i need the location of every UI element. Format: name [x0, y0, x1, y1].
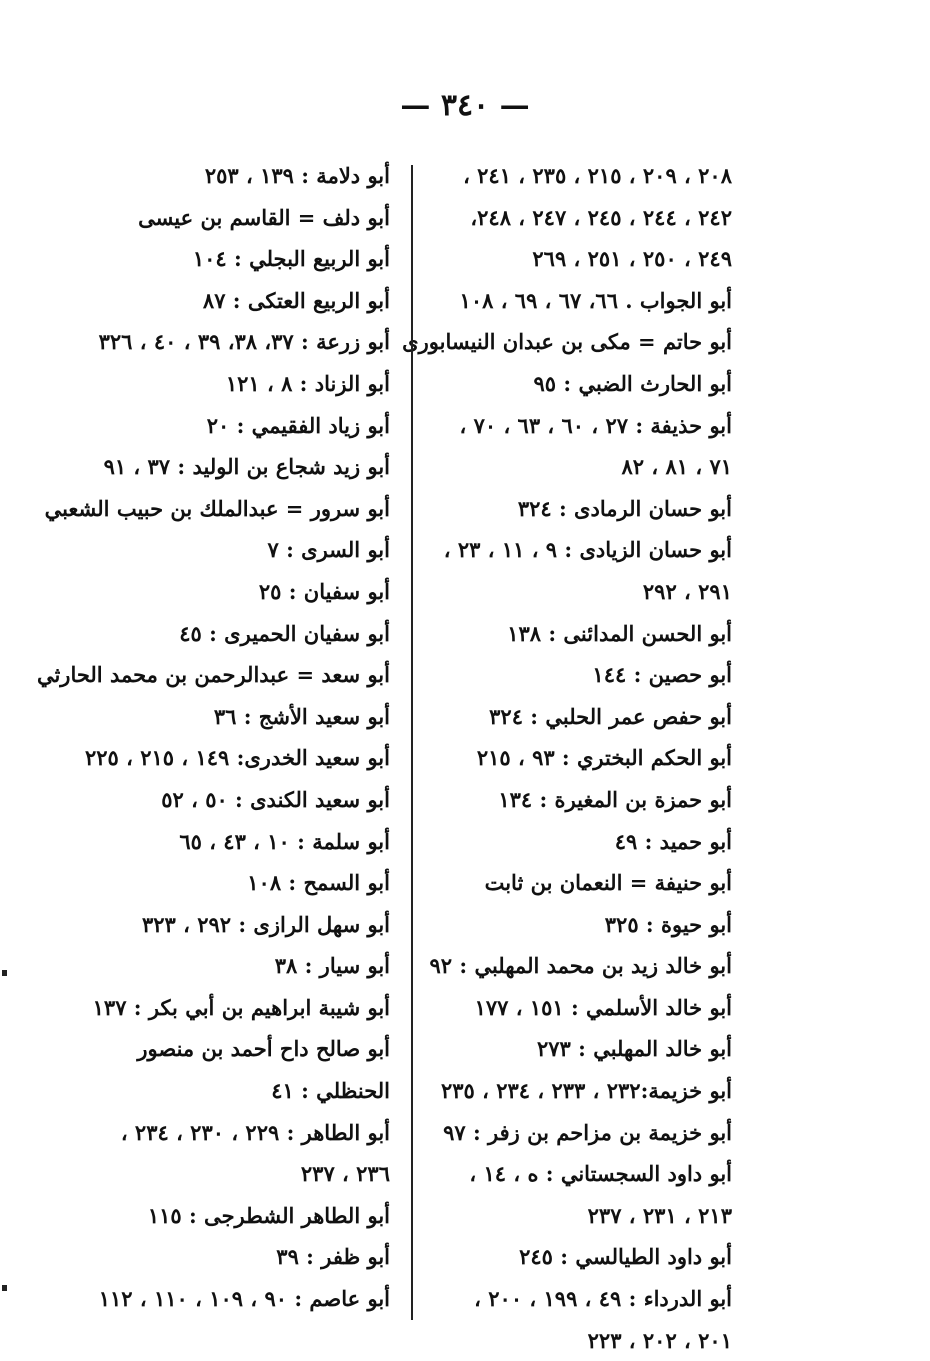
index-entry: ٢٠٨ ، ٢٠٩ ، ٢١٥ ، ٢٣٥ ، ٢٤١ ، — [463, 163, 732, 188]
index-entry: أبو دلف = القاسم بن عيسى — [138, 204, 390, 230]
index-entry: أبو سلمة : ١٠ ، ٤٣ ، ٦٥ — [179, 828, 390, 854]
index-entry: ٢١٣ ، ٢٣١ ، ٢٣٧ — [587, 1202, 732, 1228]
index-entry: أبو الحكم البختري : ٩٣ ، ٢١٥ — [476, 745, 732, 771]
column-divider — [411, 165, 413, 1320]
index-entry: أبو حفص عمر الحلبي : ٣٢٤ — [489, 703, 732, 729]
index-entry: أبو الزناد : ٨ ، ١٢١ — [225, 370, 390, 396]
index-entry: أبو حصين : ١٤٤ — [592, 662, 732, 688]
index-entry: أبو الحسن المدائنى : ١٣٨ — [507, 620, 732, 646]
index-entry: أبو شيبة ابراهيم بن أبي بكر : ١٣٧ — [92, 994, 390, 1020]
index-entry: أبو حاتم = مكى بن عبدان النيسابورى — [402, 329, 732, 355]
index-entry: أبو دلامة : ١٣٩ ، ٢٥٣ — [204, 163, 390, 188]
index-entry: أبو السرى : ٧ — [267, 537, 390, 563]
index-entry: أبو الربيع البجلي : ١٠٤ — [192, 246, 390, 272]
index-entry: أبو حيوة : ٣٢٥ — [604, 911, 732, 937]
index-entry: أبو حسان الزيادى : ٩ ، ١١ ، ٢٣ ، — [443, 537, 732, 563]
index-entry: أبو سهل الرازى : ٢٩٢ ، ٣٢٣ — [141, 911, 390, 937]
index-entry: ٢٤٢ ، ٢٤٤ ، ٢٤٥ ، ٢٤٧ ، ٢٤٨، — [470, 204, 732, 230]
index-entry: أبو الجواب . ٦٦، ٦٧ ، ٦٩ ، ١٠٨ — [459, 287, 732, 313]
index-entry: ٧١ ، ٨١ ، ٨٢ — [621, 454, 732, 480]
index-entry: أبو الدرداء : ٤٩ ، ١٩٩ ، ٢٠٠ ، — [474, 1286, 732, 1312]
index-entry: أبو سعيد الخدرى: ١٤٩ ، ٢١٥ ، ٢٢٥ — [84, 745, 390, 771]
index-entry: أبو عاصم : ٩٠ ، ١٠٩ ، ١١٠ ، ١١٢ — [98, 1286, 390, 1312]
index-entry: أبو سيار : ٣٨ — [274, 953, 390, 979]
index-entry: الحنظلي : ٤١ — [271, 1078, 390, 1104]
index-entry: أبو السمح : ١٠٨ — [247, 870, 390, 896]
index-entry: ٢٩١ ، ٢٩٢ — [642, 578, 732, 604]
index-entry: أبو خزيمة:٢٣٢ ، ٢٣٣ ، ٢٣٤ ، ٢٣٥ — [441, 1078, 732, 1104]
index-entry: أبو حمزة بن المغيرة : ١٣٤ — [498, 786, 732, 812]
index-entry: أبو صالح داح أحمد بن منصور — [137, 1036, 390, 1062]
index-entry: أبو حذيفة : ٢٧ ، ٦٠ ، ٦٣ ، ٧٠ ، — [459, 412, 732, 438]
index-entry: أبو الربيع العتكى : ٨٧ — [202, 287, 390, 313]
index-column-left — [36, 155, 390, 1320]
index-entry: أبو داود السجستاني : ه ، ١٤ ، — [469, 1161, 732, 1187]
index-entry: أبو حنيفة = النعمان بن ثابت — [484, 870, 732, 896]
index-entry: أبو زياد الفقيمي : ٢٠ — [206, 412, 390, 438]
index-entry: أبو سفيان : ٢٥ — [258, 578, 390, 604]
index-entry: أبو زرعة : ٣٧، ٣٨، ٣٩ ، ٤٠ ، ٣٢٦ — [98, 329, 390, 355]
index-entry: أبو سرور = عبدالملك بن حبيب الشعبي — [44, 495, 390, 521]
index-entry: أبو سعيد الأشج : ٣٦ — [213, 703, 390, 729]
index-entry: أبو حميد : ٤٩ — [614, 828, 732, 854]
index-entry: أبو داود الطيالسي : ٢٤٥ — [519, 1244, 732, 1270]
scan-speck — [2, 1285, 7, 1291]
index-entry: أبو الطاهر الشطرجى : ١١٥ — [147, 1202, 390, 1228]
index-entry: أبو الحارث الضبي : ٩٥ — [533, 370, 732, 396]
index-entry: أبو الطاهر : ٢٢٩ ، ٢٣٠ ، ٢٣٤ ، — [120, 1119, 390, 1145]
index-entry: أبو سعد = عبدالرحمن بن محمد الحارثي — [36, 662, 390, 688]
index-entry: أبو خالد الأسلمي : ١٥١ ، ١٧٧ — [474, 994, 732, 1020]
index-entry: ٢٤٩ ، ٢٥٠ ، ٢٥١ ، ٢٦٩ — [532, 246, 732, 272]
index-entry: ٢٣٦ ، ٢٣٧ — [300, 1161, 390, 1187]
index-entry: أبو ظفر : ٣٩ — [276, 1244, 390, 1270]
index-column-right — [402, 155, 732, 1361]
index-entry: أبو خزيمة بن مزاحم بن زفر : ٩٧ — [443, 1119, 732, 1145]
scan-speck — [2, 970, 7, 976]
index-entry: ٢٠١ ، ٢٠٢ ، ٢٢٣ — [587, 1327, 732, 1353]
index-entry: أبو خالد المهلبي : ٢٧٣ — [536, 1036, 732, 1062]
index-entry: أبو خالد زيد بن محمد المهلبي : ٩٢ — [429, 953, 732, 979]
page-number: — ٣٤٠ — — [400, 88, 530, 123]
index-entry: أبو زيد شجاع بن الوليد : ٣٧ ، ٩١ — [103, 454, 390, 480]
index-entry: أبو سفيان الحميرى : ٤٥ — [179, 620, 390, 646]
index-entry: أبو سعيد الكندى : ٥٠ ، ٥٢ — [161, 786, 390, 812]
index-entry: أبو حسان الرمادى : ٣٢٤ — [517, 495, 732, 521]
